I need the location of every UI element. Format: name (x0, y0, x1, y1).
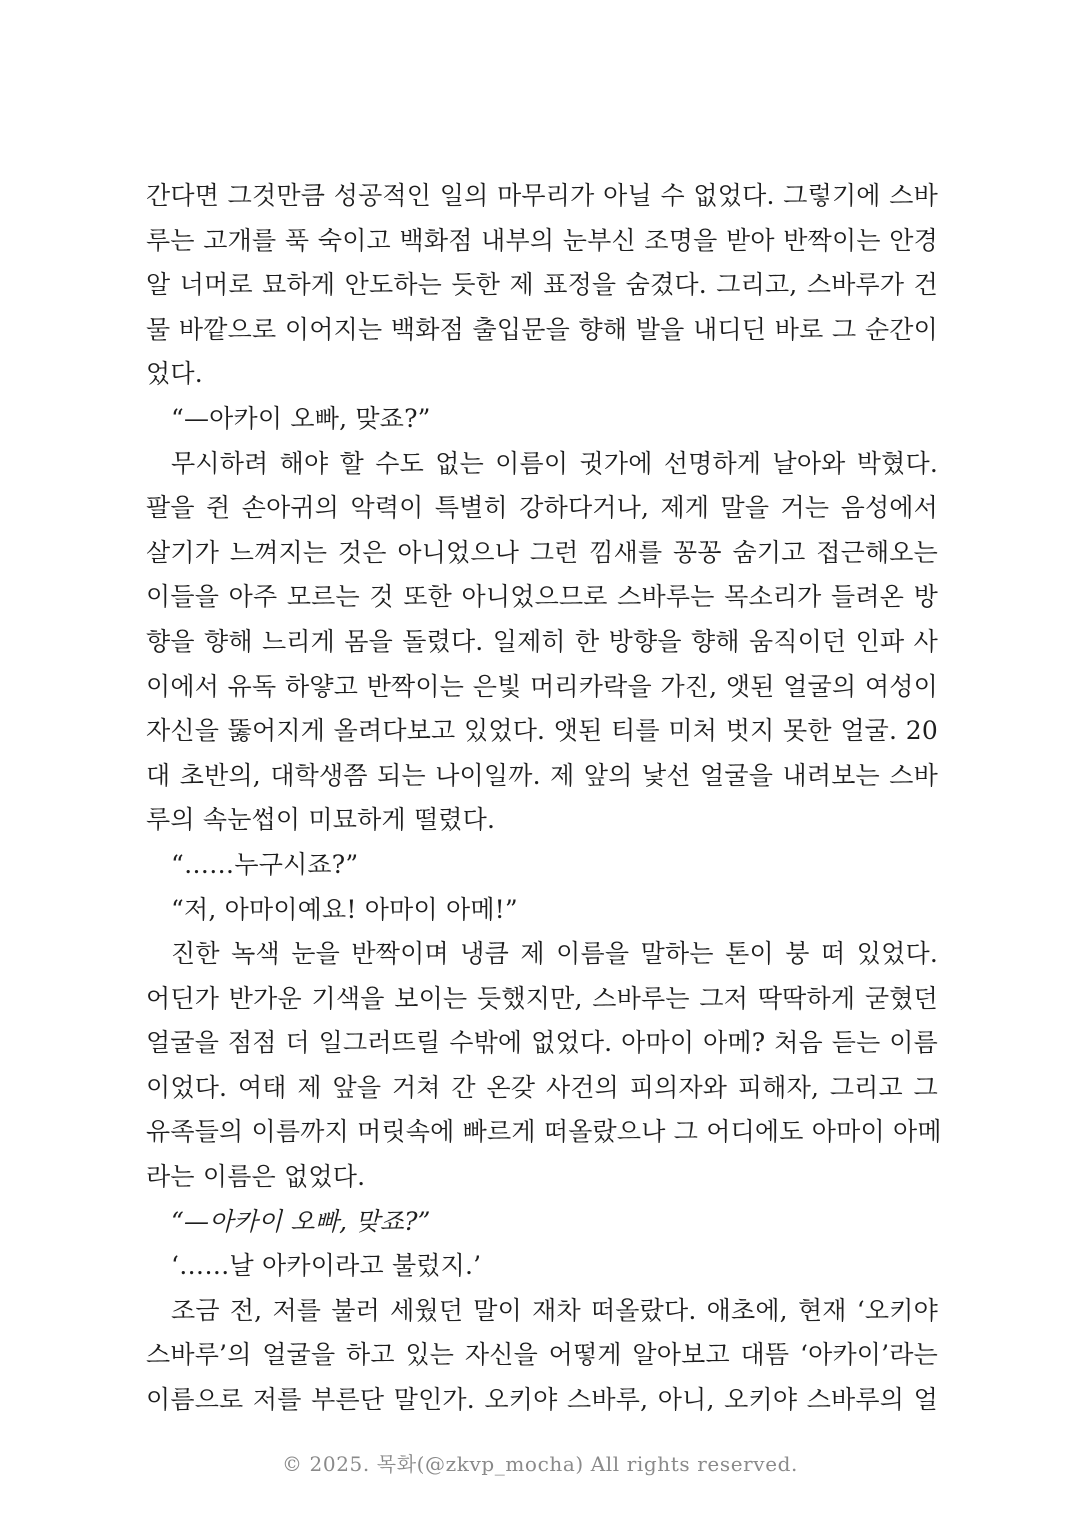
text-line: 이었다. 여태 제 앞을 거쳐 간 온갖 사건의 피의자와 피해자, 그리고 그 (146, 1072, 938, 1102)
text-line: 었다. (146, 359, 203, 389)
text-line: 스바루’의 얼굴을 하고 있는 자신을 어떻게 알아보고 대뜸 ‘아카이’라는 (146, 1340, 938, 1370)
body-text (146, 174, 942, 1423)
text-line: 이들을 아주 모르는 것 또한 아니었으므로 스바루는 목소리가 들려온 방 (146, 582, 938, 612)
text-line: 유족들의 이름까지 머릿속에 빠르게 떠올랐으나 그 어디에도 아마이 아메 (146, 1117, 942, 1147)
copyright-footer: © 2025. 목화(@zkvp_mocha) All rights reserved. (282, 1452, 798, 1476)
dialogue-line: “—아카이 오빠, 맞죠?” (171, 403, 431, 433)
text-line: 자신을 뚫어지게 올려다보고 있었다. 앳된 티를 미처 벗지 못한 얼굴. 20 (146, 716, 938, 746)
text-line: 팔을 쥔 손아귀의 악력이 특별히 강하다거나, 제게 말을 거는 음성에서 (146, 493, 938, 523)
text-line: 진한 녹색 눈을 반짝이며 냉큼 제 이름을 말하는 톤이 붕 떠 있었다. (171, 939, 938, 969)
text-line: 이름으로 저를 부른단 말인가. 오키야 스바루, 아니, 오키야 스바루의 얼 (146, 1385, 938, 1415)
text-line: 대 초반의, 대학생쯤 되는 나이일까. 제 앞의 낯선 얼굴을 내려보는 스바 (146, 760, 938, 790)
text-line: 루는 고개를 푹 숙이고 백화점 내부의 눈부신 조명을 받아 반짝이는 안경 (146, 225, 938, 255)
text-line: 무시하려 해야 할 수도 없는 이름이 귓가에 선명하게 날아와 박혔다. (171, 448, 938, 478)
text-line: 조금 전, 저를 불러 세웠던 말이 재차 떠올랐다. 애초에, 현재 ‘오키야 (171, 1295, 938, 1325)
text-line: 어딘가 반가운 기색을 보이는 듯했지만, 스바루는 그저 딱딱하게 굳혔던 (146, 983, 938, 1013)
text-line: 물 바깥으로 이어지는 백화점 출입문을 향해 발을 내디딘 바로 그 순간이 (146, 314, 938, 344)
text-line: 향을 향해 느리게 몸을 돌렸다. 일제히 한 방향을 향해 움직이던 인파 사 (146, 626, 938, 656)
text-line: 간다면 그것만큼 성공적인 일의 마무리가 아닐 수 없었다. 그렇기에 스바 (146, 181, 938, 210)
dialogue-line: “저, 아마이예요! 아마이 아메!” (171, 894, 518, 924)
text-line: 루의 속눈썹이 미묘하게 떨렸다. (146, 805, 496, 835)
text-line: 얼굴을 점점 더 일그러뜨릴 수밖에 없었다. 아마이 아메? 처음 듣는 이름 (146, 1028, 938, 1058)
italic-dialogue-line: “—아카이 오빠, 맞죠?” (171, 1206, 431, 1236)
dialogue-line: “……누구시죠?” (171, 849, 359, 879)
thought-line: ‘……날 아카이라고 불렀지.’ (171, 1251, 482, 1281)
text-line: 이에서 유독 하얗고 반짝이는 은빛 머리카락을 가진, 앳된 얼굴의 여성이 (146, 671, 938, 701)
text-line: 라는 이름은 없었다. (146, 1162, 366, 1192)
text-line: 살기가 느껴지는 것은 아니었으나 그런 낌새를 꽁꽁 숨기고 접근해오는 (146, 537, 938, 567)
text-line: 알 너머로 묘하게 안도하는 듯한 제 표정을 숨겼다. 그리고, 스바루가 건 (146, 270, 938, 300)
